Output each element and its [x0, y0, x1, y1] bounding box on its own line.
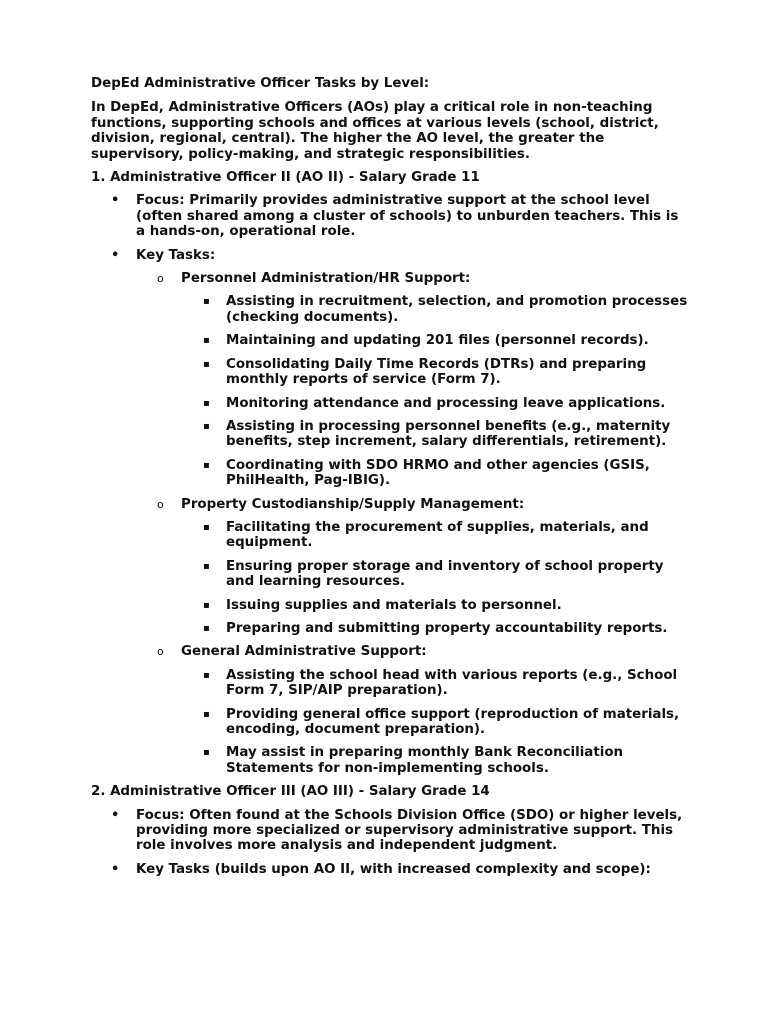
list-item-text: May assist in preparing monthly Bank Reconciliation Statements for non-implementing schools. — [226, 745, 624, 776]
list-item — [181, 520, 691, 551]
group-items — [181, 668, 691, 776]
circle-bullet-marker: o — [157, 645, 164, 659]
square-bullet-marker: ▪ — [203, 747, 210, 759]
section-1-focus: Focus: Primarily provides administrative support at the school level (often shared among a cluster of schools) to unburden teachers. This is a hands-on, operational role. — [136, 193, 679, 240]
key-task-groups — [136, 271, 691, 776]
square-bullet-marker: ▪ — [203, 358, 210, 370]
section-1-key-tasks-label: Key Tasks: — [136, 247, 216, 263]
list-item — [181, 333, 691, 348]
section-1-key-tasks-item — [91, 248, 691, 777]
list-item — [181, 559, 691, 590]
list-item-text: Issuing supplies and materials to personnel. — [226, 597, 562, 613]
section-2-key-tasks-label: Key Tasks (builds upon AO II, with increased complexity and scope): — [136, 861, 651, 877]
list-item — [181, 621, 691, 636]
list-item — [181, 357, 691, 388]
square-bullet-marker: ▪ — [203, 420, 210, 432]
list-item-text: Providing general office support (reproduction of materials, encoding, document preparation). — [226, 706, 680, 737]
list-item-text: Consolidating Daily Time Records (DTRs) and preparing monthly reports of service (Form 7). — [226, 356, 647, 388]
group-personnel — [136, 271, 691, 488]
list-item — [181, 745, 691, 776]
group-items — [181, 520, 691, 636]
list-item-text: Monitoring attendance and processing leave applications. — [226, 395, 666, 411]
list-item-text: Preparing and submitting property accountability reports. — [226, 620, 668, 636]
section-1-list — [91, 193, 691, 776]
list-item — [181, 598, 691, 613]
list-item — [181, 396, 691, 411]
square-bullet-marker: ▪ — [203, 296, 210, 308]
list-item-text: Facilitating the procurement of supplies, materials, and equipment. — [226, 519, 649, 551]
square-bullet-marker: ▪ — [203, 397, 210, 409]
circle-bullet-marker: o — [157, 497, 164, 511]
list-item — [181, 668, 691, 699]
square-bullet-marker: ▪ — [203, 622, 210, 634]
square-bullet-marker: ▪ — [203, 459, 210, 471]
list-item — [181, 458, 691, 489]
square-bullet-marker: ▪ — [203, 599, 210, 611]
section-2-focus: Focus: Often found at the Schools Division Office (SDO) or higher levels, providing more specialized or supervisory administrative support. This role involves more analysis and independent judgment. — [136, 807, 683, 854]
document-title: DepEd Administrative Officer Tasks by Level: — [91, 76, 430, 91]
square-bullet-marker: ▪ — [203, 669, 210, 681]
bullet-marker: • — [111, 807, 120, 823]
group-label: General Administrative Support: — [181, 644, 427, 660]
bullet-marker: • — [111, 861, 120, 877]
list-item-text: Assisting in processing personnel benefits (e.g., maternity benefits, step increment, salary differentials, retirement). — [226, 418, 671, 450]
square-bullet-marker: ▪ — [203, 560, 210, 572]
section-1-heading: 1. Administrative Officer II (AO II) - Salary Grade 11 — [91, 170, 480, 186]
list-item-text: Assisting the school head with various reports (e.g., School Form 7, SIP/AIP preparation). — [226, 667, 678, 699]
list-item — [181, 707, 691, 738]
section-2-key-tasks-item — [91, 862, 691, 877]
list-item — [181, 294, 691, 325]
bullet-marker: • — [111, 193, 120, 209]
list-item-text: Maintaining and updating 201 files (personnel records). — [226, 333, 649, 349]
intro-paragraph: In DepEd, Administrative Officers (AOs) play a critical role in non-teaching functions, supporting schools and offices at various levels (school, district, division, regional, central). The higher the AO level, the greater the supervisory, policy-making, and strategic responsibilities. — [91, 100, 659, 162]
section-2-list — [91, 808, 691, 878]
list-item-text: Assisting in recruitment, selection, and promotion processes (checking documents). — [226, 294, 688, 325]
circle-bullet-marker: o — [157, 272, 164, 286]
group-label: Personnel Administration/HR Support: — [181, 271, 471, 287]
group-property — [136, 497, 691, 637]
group-label: Property Custodianship/Supply Management: — [181, 496, 525, 512]
group-items — [181, 294, 691, 488]
square-bullet-marker: ▪ — [203, 521, 210, 533]
group-general — [136, 644, 691, 776]
section-1-focus-item — [91, 193, 691, 239]
document-page — [91, 76, 691, 885]
list-item-text: Ensuring proper storage and inventory of school property and learning resources. — [226, 558, 664, 590]
section-2-focus-item — [91, 808, 691, 854]
bullet-marker: • — [111, 247, 120, 263]
list-item — [181, 419, 691, 450]
square-bullet-marker: ▪ — [203, 708, 210, 720]
list-item-text: Coordinating with SDO HRMO and other agencies (GSIS, PhilHealth, Pag-IBIG). — [226, 457, 650, 489]
square-bullet-marker: ▪ — [203, 335, 210, 347]
section-2-heading: 2. Administrative Officer III (AO III) - Salary Grade 14 — [91, 784, 490, 800]
